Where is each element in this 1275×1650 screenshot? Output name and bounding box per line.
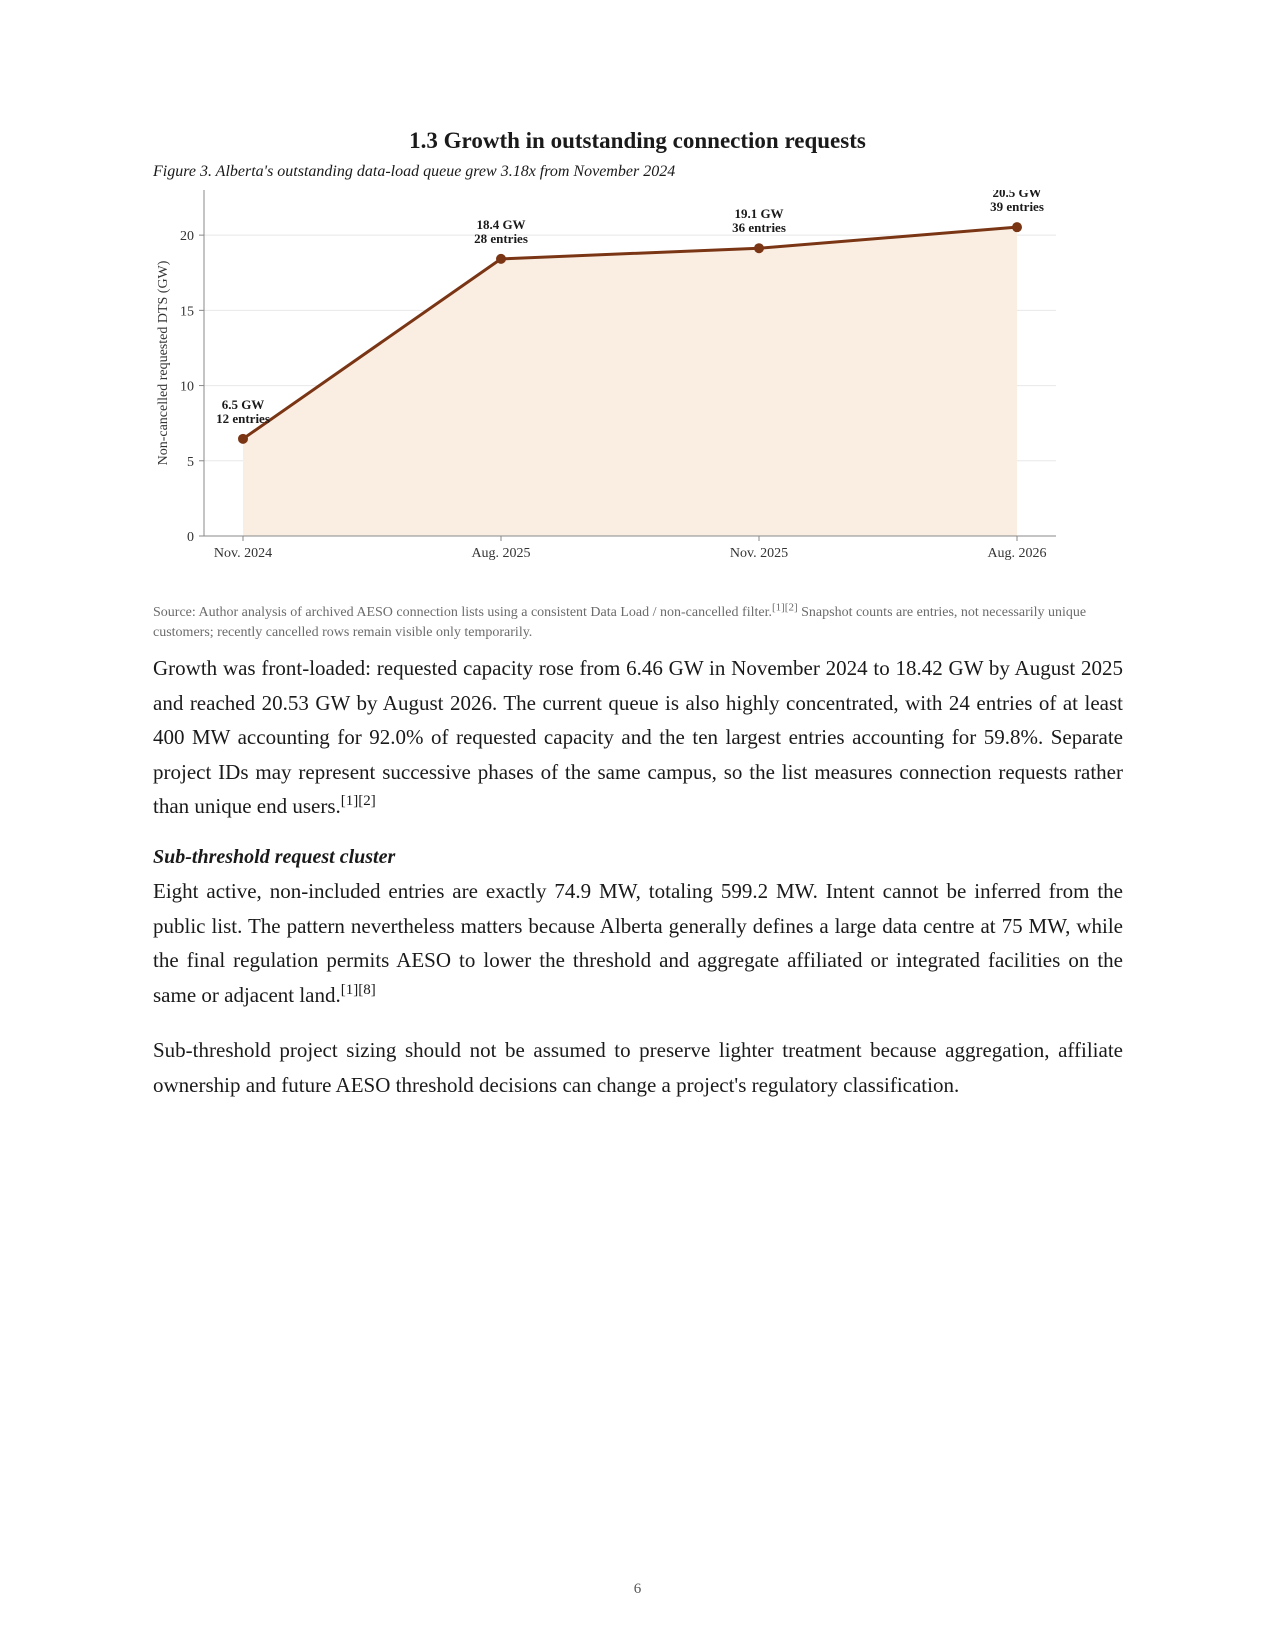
y-tick-label: 5 [187,454,194,470]
paragraph-sub-threshold-text: Eight active, non-included entries are exactly 74.9 MW, totaling 599.2 MW. Intent cannot be inferred from the public list. The pattern nevertheless matters because Alberta generally defines a large data centre at 75 MW, while the final regulation permits AESO to lower the threshold and aggregate affiliated or integrated facilities on the same or adjacent land. [153,879,1123,1007]
y-tick-label: 15 [180,304,194,320]
x-tick-label: Nov. 2024 [213,546,273,561]
figure-caption: Figure 3. Alberta's outstanding data-load queue grew 3.18x from November 2024 [153,163,676,180]
data-label-entries: 36 entries [732,220,786,236]
source-note-text: Source: Author analysis of archived AESO connection lists using a consistent Data Load / non-cancelled filter. [153,605,772,620]
paragraph-growth-refs[interactable]: [1][2] [340,793,376,809]
x-tick-label: Aug. 2025 [471,546,531,561]
x-tick-label: Aug. 2026 [987,546,1047,561]
y-tick-label: 0 [187,530,194,545]
data-point [496,254,506,264]
y-axis-title: Non-cancelled requested DTS (GW) [156,260,171,466]
data-label-value: 18.4 GW [476,216,526,232]
source-note-text-after: Snapshot counts are entries, not necessarily unique customers; recently cancelled rows remain visible only temporarily. [153,605,1087,640]
area-fill [243,227,1017,536]
data-label-entries: 39 entries [990,199,1044,215]
y-tick-label: 10 [180,379,194,395]
data-label-entries: 28 entries [474,230,528,246]
source-note [153,603,1123,643]
data-point [1012,222,1022,232]
section-heading: 1.3 Growth in outstanding connection requests [409,128,866,153]
data-point [238,434,248,444]
data-label-entries: 12 entries [216,410,270,426]
queue-growth-chart [150,190,1070,575]
y-tick-label: 20 [180,229,194,245]
x-tick-label: Nov. 2025 [729,546,789,561]
paragraph-sub-threshold-refs[interactable]: [1][8] [340,981,376,998]
subheading-sub-threshold: Sub-threshold request cluster [153,846,396,868]
source-note-refs[interactable]: [1][2] [771,601,798,614]
paragraph-sub-threshold [153,874,1123,1012]
paragraph-sizing: Sub-threshold project sizing should not be assumed to preserve lighter treatment because aggregation, affiliate ownership and future AESO threshold decisions can change a project's regulatory classification. [153,1038,1123,1097]
paragraph-growth-text: Growth was front-loaded: requested capacity rose from 6.46 GW in November 2024 to 18.42 GW by August 2025 and reached 20.53 GW by August 2026. The current queue is also highly concentrated, with 24 entries of at least 400 MW accounting for 92.0% of requested capacity and the ten largest entries accounting for 59.8%. Separate project IDs may represent successive phases of the same campus, so the list measures connection requests rather than unique end users. [153,656,1123,818]
page-number: 6 [633,1581,642,1597]
data-label-value: 6.5 GW [221,396,265,412]
data-label-value: 19.1 GW [734,206,784,222]
data-point [754,243,764,253]
paragraph-growth [153,651,1123,824]
data-label-value: 20.5 GW [992,190,1042,201]
